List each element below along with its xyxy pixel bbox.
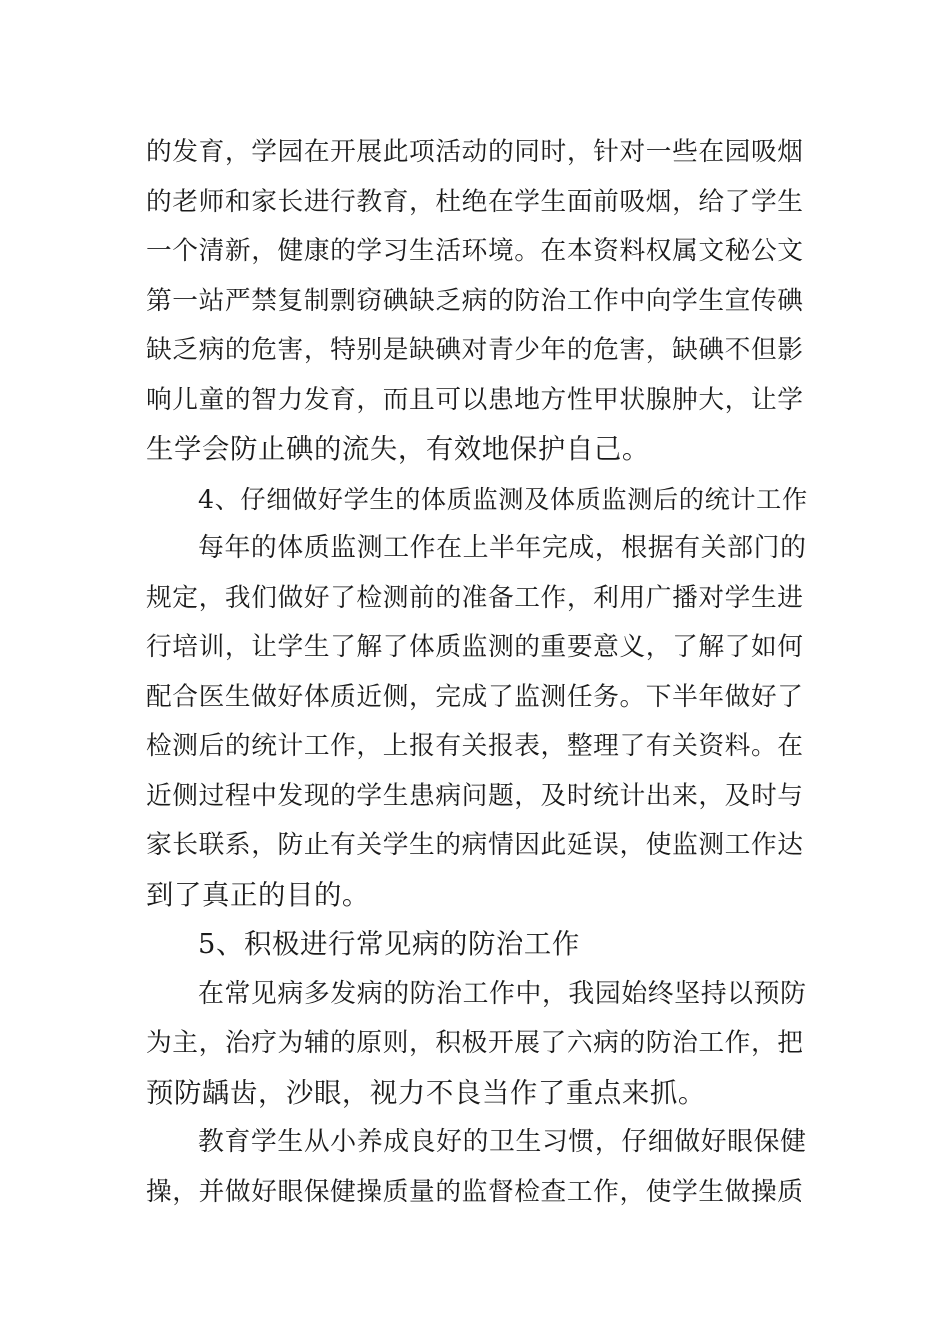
text-line: 预防龋齿，沙眼，视力不良当作了重点来抓。 [146,1077,706,1109]
text-line: 检测后的统计工作，上报有关报表，整理了有关资料。在 [146,731,804,761]
text-line: 为主，治疗为辅的原则，积极开展了六病的防治工作，把 [146,1028,804,1058]
text-line: 的发育，学园在开展此项活动的同时，针对一些在园吸烟 [146,137,804,167]
text-line: 配合医生做好体质近侧，完成了监测任务。下半年做好了 [146,681,804,712]
text-line: 规定，我们做好了检测前的准备工作，利用广播对学生进 [146,582,804,613]
document-body [146,128,806,1217]
text-line: 行培训，让学生了解了体质监测的重要意义，了解了如何 [146,632,804,662]
text-line: 响儿童的智力发育，而且可以患地方性甲状腺肿大，让学 [146,384,804,415]
paragraph-start: 每年的体质监测工作在上半年完成，根据有关部门的 [198,533,807,563]
paragraph-start: 在常见病多发病的防治工作中，我园始终坚持以预防 [198,978,807,1009]
text-line: 第一站严禁复制剽窃碘缺乏病的防治工作中向学生宣传碘 [146,285,804,316]
section-heading-4: 4、仔细做好学生的体质监测及体质监测后的统计工作 [198,484,808,514]
text-line: 到了真正的目的。 [146,879,370,911]
text-line: 生学会防止碘的流失，有效地保护自己。 [146,434,650,465]
text-line: 的老师和家长进行教育，杜绝在学生面前吸烟，给了学生 [146,186,804,217]
text-line: 家长联系，防止有关学生的病情因此延误，使监测工作达 [146,830,804,860]
text-line: 操，并做好眼保健操质量的监督检查工作，使学生做操质 [146,1176,804,1207]
text-line: 缺乏病的危害，特别是缺碘对青少年的危害，缺碘不但影 [146,335,804,365]
paragraph-start: 教育学生从小养成良好的卫生习惯，仔细做好眼保健 [198,1127,807,1157]
text-line: 一个清新，健康的学习生活环境。在本资料权属文秘公文 [146,236,804,266]
text-line: 近侧过程中发现的学生患病问题，及时统计出来，及时与 [146,780,804,811]
section-heading-5: 5、积极进行常见病的防治工作 [198,929,580,960]
